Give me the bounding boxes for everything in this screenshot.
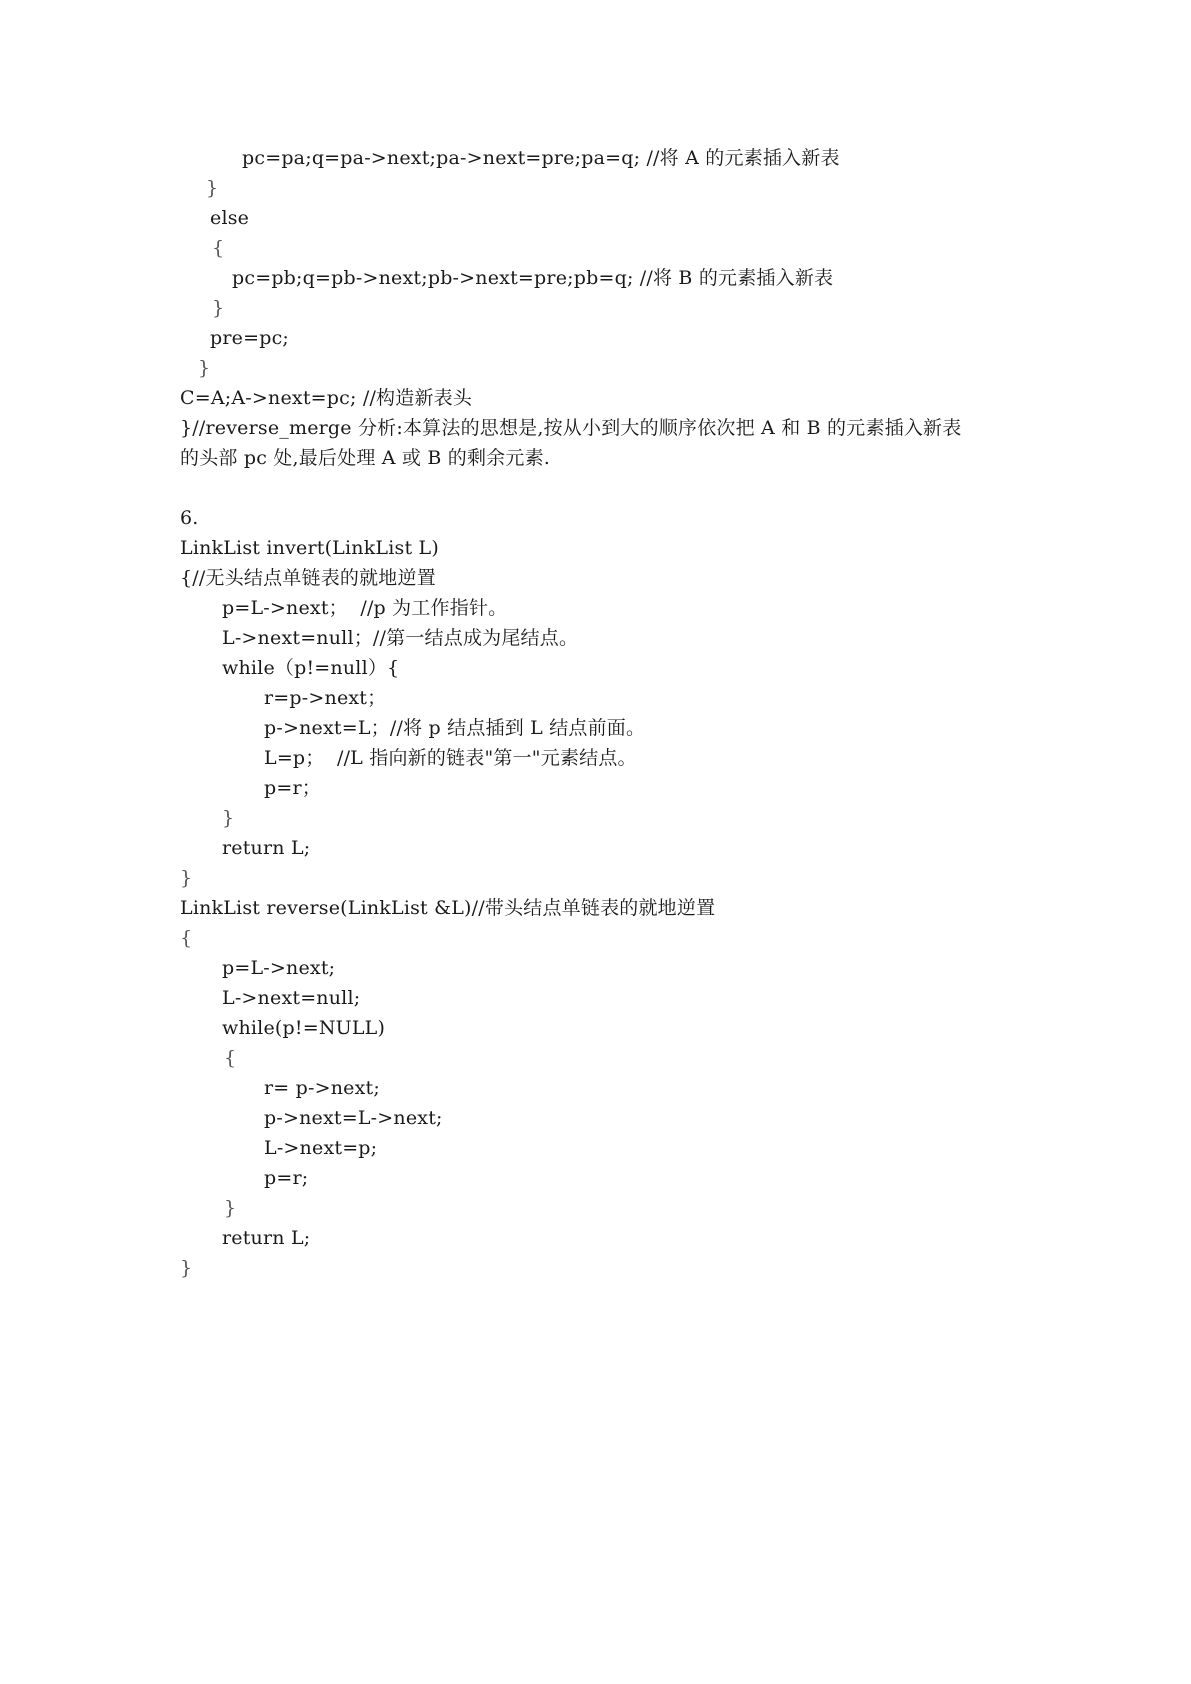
function-signature: LinkList reverse(LinkList &L)//带头结点单链表的就地逆置 bbox=[180, 897, 716, 919]
code-line: r=p->next； bbox=[264, 687, 387, 709]
section-number: 6. bbox=[180, 507, 199, 529]
closing-brace: } bbox=[180, 867, 193, 889]
code-line: L->next=null; bbox=[222, 987, 361, 1009]
closing-brace: } bbox=[222, 807, 235, 829]
code-line: r= p->next; bbox=[264, 1077, 380, 1099]
code-line: p=L->next; bbox=[222, 957, 336, 979]
code-line: pc=pa;q=pa->next;pa->next=pre;pa=q; //将 A 的元素插入新表 bbox=[242, 147, 840, 169]
code-line: p->next=L；//将 p 结点插到 L 结点前面。 bbox=[264, 717, 646, 739]
code-line: pc=pb;q=pb->next;pb->next=pre;pb=q; //将 B 的元素插入新表 bbox=[232, 267, 834, 289]
code-line: L->next=p; bbox=[264, 1137, 378, 1159]
code-comment: {//无头结点单链表的就地逆置 bbox=[180, 567, 436, 589]
while-statement: while（p!=null）{ bbox=[222, 657, 400, 679]
else-keyword: else bbox=[210, 207, 250, 229]
code-line: p->next=L->next; bbox=[264, 1107, 443, 1129]
closing-brace: } bbox=[212, 297, 225, 319]
while-statement: while(p!=NULL) bbox=[222, 1017, 386, 1039]
code-line: p=L->next； //p 为工作指针。 bbox=[222, 597, 508, 619]
code-line: p=r; bbox=[264, 1167, 309, 1189]
opening-brace: { bbox=[224, 1047, 237, 1069]
code-line: C=A;A->next=pc; //构造新表头 bbox=[180, 387, 473, 409]
analysis-text: }//reverse_merge 分析:本算法的思想是,按从小到大的顺序依次把 A 和 B 的元素插入新表 bbox=[180, 417, 962, 439]
opening-brace: { bbox=[212, 237, 225, 259]
closing-brace: } bbox=[198, 357, 211, 379]
function-signature: LinkList invert(LinkList L) bbox=[180, 537, 439, 559]
code-line: pre=pc; bbox=[210, 327, 290, 349]
return-statement: return L; bbox=[222, 1227, 311, 1249]
return-statement: return L; bbox=[222, 837, 311, 859]
analysis-text-continued: 的头部 pc 处,最后处理 A 或 B 的剩余元素. bbox=[180, 447, 551, 469]
code-line: L->next=null；//第一结点成为尾结点。 bbox=[222, 627, 579, 649]
closing-brace: } bbox=[206, 177, 219, 199]
code-line: p=r； bbox=[264, 777, 321, 799]
opening-brace: { bbox=[180, 927, 193, 949]
closing-brace: } bbox=[180, 1257, 193, 1279]
code-line: L=p； //L 指向新的链表"第一"元素结点。 bbox=[264, 747, 637, 769]
closing-brace: } bbox=[224, 1197, 237, 1219]
